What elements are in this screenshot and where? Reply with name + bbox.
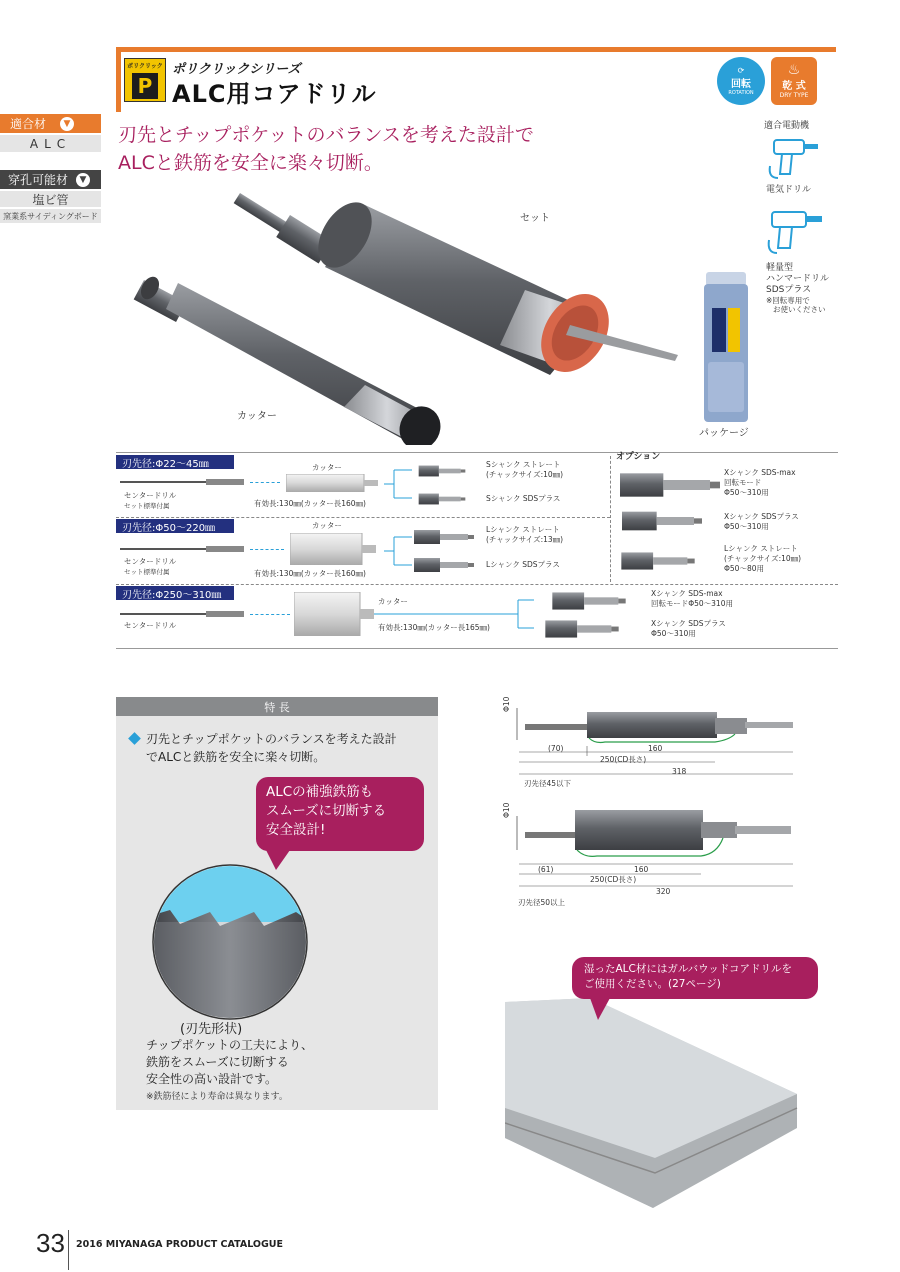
hammer-label-2: ハンマードリル [766,274,830,284]
shank-3a-note: 回転モードΦ50〜310用 [651,599,733,608]
link-line-1 [250,482,280,483]
shank-3b-diagram [534,618,630,640]
page-number: 33 [36,1228,65,1258]
dry-label: 乾 式 [782,81,806,92]
dimension-drawing-b [505,806,805,898]
shank-2b-diagram [412,556,476,574]
option-1-diagram [620,470,720,500]
blade-tip-illustration [150,862,310,1020]
cutter-label-2: カッター [312,521,342,530]
cutter-label-3: カッター [378,597,408,606]
drillable-material-tag [0,170,101,189]
spec-top-rule [116,452,838,453]
applicable-material-tag [0,114,101,133]
shank-3a-label: Xシャンク SDS-max [651,589,723,598]
option-2-diagram [620,509,704,533]
catalogue-title: 2016 MIYANAGA PRODUCT CATALOGUE [76,1239,284,1250]
center-drill-2 [120,545,244,553]
option-3-c: Φ50〜80用 [724,564,764,573]
length-label-1: 有効長:130㎜(カッター長160㎜) [254,499,366,508]
dim-b-d4: 320 [656,887,671,896]
option-1-a: Xシャンク SDS-max [724,468,796,477]
wet-note-line-2: ご使用ください。(27ページ) [584,978,721,990]
feature-desc-2: 鉄筋をスムーズに切断する [146,1055,289,1069]
shank-1a-diagram [412,464,472,478]
dim-b-d3: 250(CD長さ) [590,875,637,884]
tools-note-1: ※回転専用で [766,296,810,305]
features-title-bar [116,697,438,716]
hammer-label-3: SDSプラス [766,285,812,295]
chevron-down-icon: ▼ [76,173,90,187]
cutter-diagram-3 [294,592,374,636]
product-title: ALC用コアドリル [172,80,377,108]
applicable-value: ALC [0,135,101,152]
option-3-b: (チャックサイズ:10㎜) [724,554,802,563]
center-label-1: センタードリル [124,491,177,500]
drillable-value-pvc: 塩ビ管 [0,191,101,207]
dim-a-d4: 318 [672,767,687,776]
electric-drill-icon [766,136,820,182]
brand-logo [124,58,166,102]
shank-3a-diagram [534,590,644,612]
feature-bullet-2: でALCと鉄筋を安全に楽々切断。 [146,750,326,764]
shank-3b-label: Xシャンク SDSプラス [651,619,726,628]
dim-a-d1: (70) [548,744,564,753]
tools-title: 適合電動機 [764,121,810,131]
drillable-label: 穿孔可能材 [8,173,69,187]
range-bar-2: 刃先径:Φ50〜220㎜ [116,519,234,533]
package-label: パッケージ [699,428,749,439]
link-line-2 [250,549,284,550]
rotation-icon-arrow: ⟳ [737,66,745,75]
shank-2b-label: Lシャンク SDSプラス [486,560,560,569]
applicable-label: 適合材 [10,117,47,131]
shank-1a-label: Sシャンク ストレート [486,460,561,469]
dim-b-note: 刃先径50以上 [518,898,566,907]
spec-bottom-rule [116,648,838,649]
length-label-2: 有効長:130㎜(カッター長160㎜) [254,569,366,578]
option-divider [610,456,611,582]
dry-sub: DRY TYPE [779,92,809,99]
wet-note-tail [590,998,610,1020]
hammer-label-1: 軽量型 [766,263,794,273]
drill-label: 電気ドリル [766,185,812,195]
cutter-label-1: カッター [312,463,342,472]
set-label: セット [520,213,550,224]
bubble-line-3: 安全設計! [266,822,326,838]
dim-a-note: 刃先径45以下 [524,779,572,788]
chevron-down-icon: ▼ [60,117,74,131]
blade-caption: (刃先形状) [180,1022,243,1037]
brand-logo-mark: P [132,73,158,99]
spec-divider-2 [116,584,838,585]
range-bar-3: 刃先径:Φ250〜310㎜ [116,586,234,600]
branch-1 [384,466,412,502]
intro-line-2: ALCと鉄筋を安全に楽々切断。 [118,152,383,174]
product-photo [130,185,690,445]
rotation-sub: ROTATION [728,90,754,96]
option-3-diagram [620,550,696,572]
feature-bullet-1: 刃先とチップポケットのバランスを考えた設計 [146,732,397,746]
center-drill-3 [120,610,244,618]
dim-b-dia: Φ10 [502,802,511,818]
center-label-3: センタードリル [124,621,177,630]
tools-note-2: お使いください [773,305,826,314]
option-3-a: Lシャンク ストレート [724,544,798,553]
dim-a-d2: 160 [648,744,663,753]
feature-desc-1: チップポケットの工夫により、 [146,1038,314,1052]
intro-line-1: 刃先とチップポケットのバランスを考えた設計で [118,124,534,146]
center-note-1: セット標準付属 [124,502,170,510]
drillable-value-siding: 窯業系サイディングボード [0,209,101,223]
feature-desc-3: 安全性の高い設計です。 [146,1072,278,1086]
footer-separator [68,1230,69,1270]
hammer-drill-icon [766,208,824,256]
shank-1b-diagram [412,492,472,506]
cutter-label: カッター [237,411,277,422]
cutter-diagram-1 [286,474,378,492]
length-label-3: 有効長:130㎜(カッター長165㎜) [378,623,490,632]
branch-2 [384,533,412,569]
center-label-2: センタードリル [124,557,177,566]
shank-1b-label: Sシャンク SDSプラス [486,494,561,503]
shank-1a-note: (チャックサイズ:10㎜) [486,470,564,479]
range-bar-1: 刃先径:Φ22〜45㎜ [116,455,234,469]
shank-3b-note: Φ50〜310用 [651,629,696,638]
branch-3 [374,598,534,632]
rotation-icon [717,57,765,105]
feature-note: ※鉄筋径により寿命は異なります。 [146,1092,288,1102]
features-title: 特 長 [264,700,290,714]
option-2-b: Φ50〜310用 [724,522,769,531]
dim-a-d3: 250(CD長さ) [600,755,647,764]
option-2-a: Xシャンク SDSプラス [724,512,799,521]
center-drill-1 [120,478,244,486]
dim-a-dia: Φ10 [502,696,511,712]
option-1-c: Φ50〜310用 [724,488,769,497]
wet-note-bubble [572,957,818,999]
cutter-diagram-2 [290,533,376,565]
dry-steam-icon: ♨ [787,62,801,78]
package-photo [702,272,750,424]
shank-2a-label: Lシャンク ストレート [486,525,560,534]
center-note-2: セット標準付属 [124,568,170,576]
option-label: オプション [616,452,661,462]
bubble-line-2: スムーズに切断する [266,803,387,819]
brand-logo-text: ポリクリック [127,63,163,70]
series-name: ポリクリックシリーズ [172,62,301,77]
wet-note-line-1: 湿ったALC材にはガルバウッドコアドリルを [584,963,792,975]
bubble-line-1: ALCの補強鉄筋も [266,784,374,800]
shank-2a-note: (チャックサイズ:13㎜) [486,535,564,544]
dry-type-icon [771,57,817,105]
dim-b-d2: 160 [634,865,649,874]
alc-panel-photo [505,998,805,1216]
option-1-b: 回転モード [724,478,762,487]
dim-b-d1: (61) [538,865,554,874]
link-line-3 [250,614,290,615]
shank-2a-diagram [412,528,476,546]
rotation-label: 回転 [731,79,751,90]
features-bubble [256,777,424,851]
